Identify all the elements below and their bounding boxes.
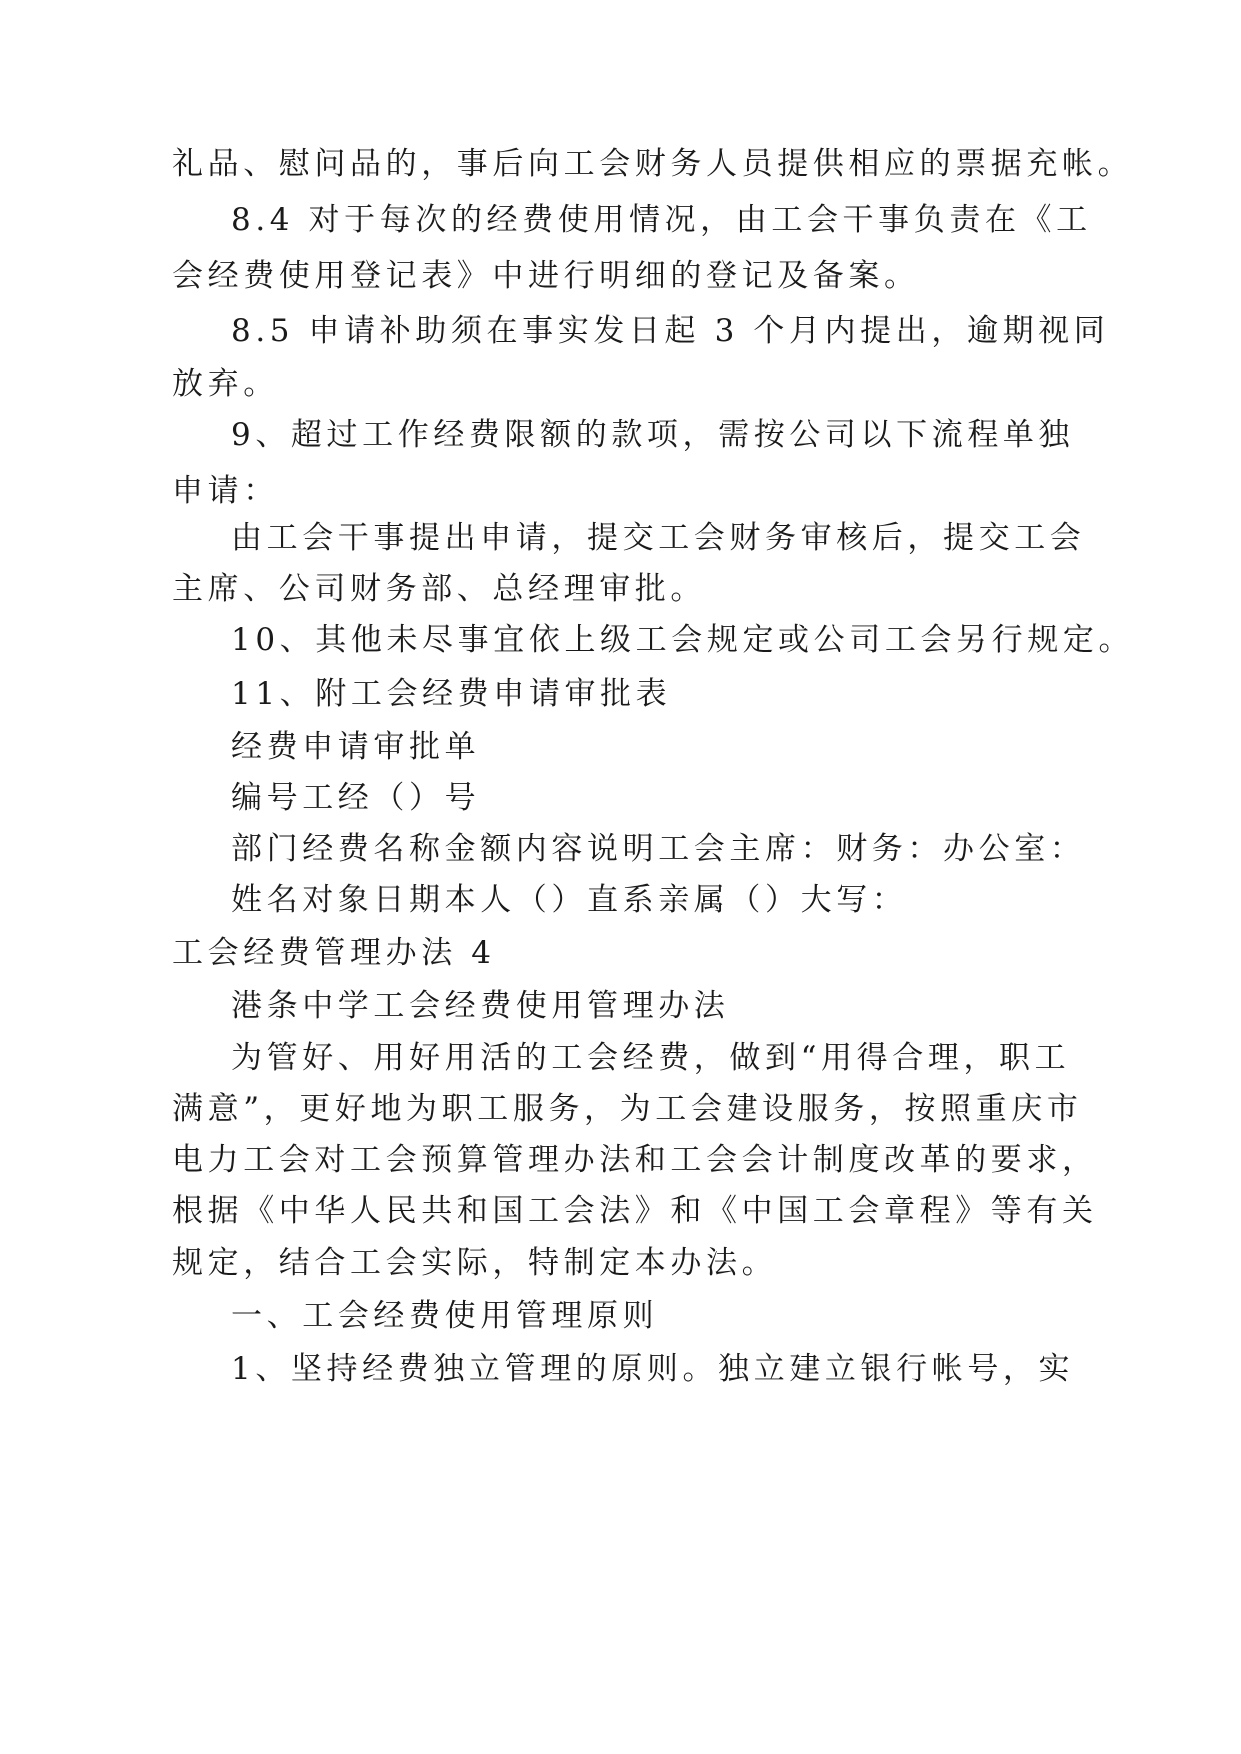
body-text-line: 9、超过工作经费限额的款项，需按公司以下流程单独 [231,417,1075,453]
section-heading: 工会经费管理办法 4 [172,935,496,971]
body-text-line: 经费申请审批单 [231,729,481,765]
body-text-line: 根据《中华人民共和国工会法》和《中国工会章程》等有关 [172,1193,1098,1229]
body-text-line: 主席、公司财务部、总经理审批。 [172,571,706,607]
body-text-line: 姓名对象日期本人（）直系亲属（）大写： [231,882,908,918]
section-heading: 一、工会经费使用管理原则 [231,1298,659,1334]
body-text-line: 电力工会对工会预算管理办法和工会会计制度改革的要求， [172,1142,1098,1178]
body-text-line: 部门经费名称金额内容说明工会主席：财务：办公室： [231,831,1086,867]
body-text-line: 8.5 申请补助须在事实发日起 3 个月内提出，逾期视同 [231,313,1110,349]
body-text-line: 满意”，更好地为职工服务，为工会建设服务，按照重庆市 [172,1091,1083,1127]
body-text-line: 8.4 对于每次的经费使用情况，由工会干事负责在《工 [231,202,1092,238]
body-text-line: 礼品、慰问品的，事后向工会财务人员提供相应的票据充帐。 [172,146,1134,182]
body-text-line: 放弃。 [172,366,279,402]
body-text-line: 规定，结合工会实际，特制定本办法。 [172,1245,778,1281]
body-text-line: 会经费使用登记表》中进行明细的登记及备案。 [172,258,920,294]
body-text-line: 由工会干事提出申请，提交工会财务审核后，提交工会 [231,520,1086,556]
body-text-line: 1、坚持经费独立管理的原则。独立建立银行帐号，实 [231,1351,1075,1387]
body-text-line: 11、附工会经费申请审批表 [231,676,672,712]
document-title: 港条中学工会经费使用管理办法 [231,988,730,1024]
body-text-line: 申请： [172,473,279,509]
body-text-line: 10、其他未尽事宜依上级工会规定或公司工会另行规定。 [231,622,1135,658]
body-text-line: 编号工经（）号 [231,780,481,816]
body-text-line: 为管好、用好用活的工会经费，做到“用得合理，职工 [231,1040,1071,1076]
